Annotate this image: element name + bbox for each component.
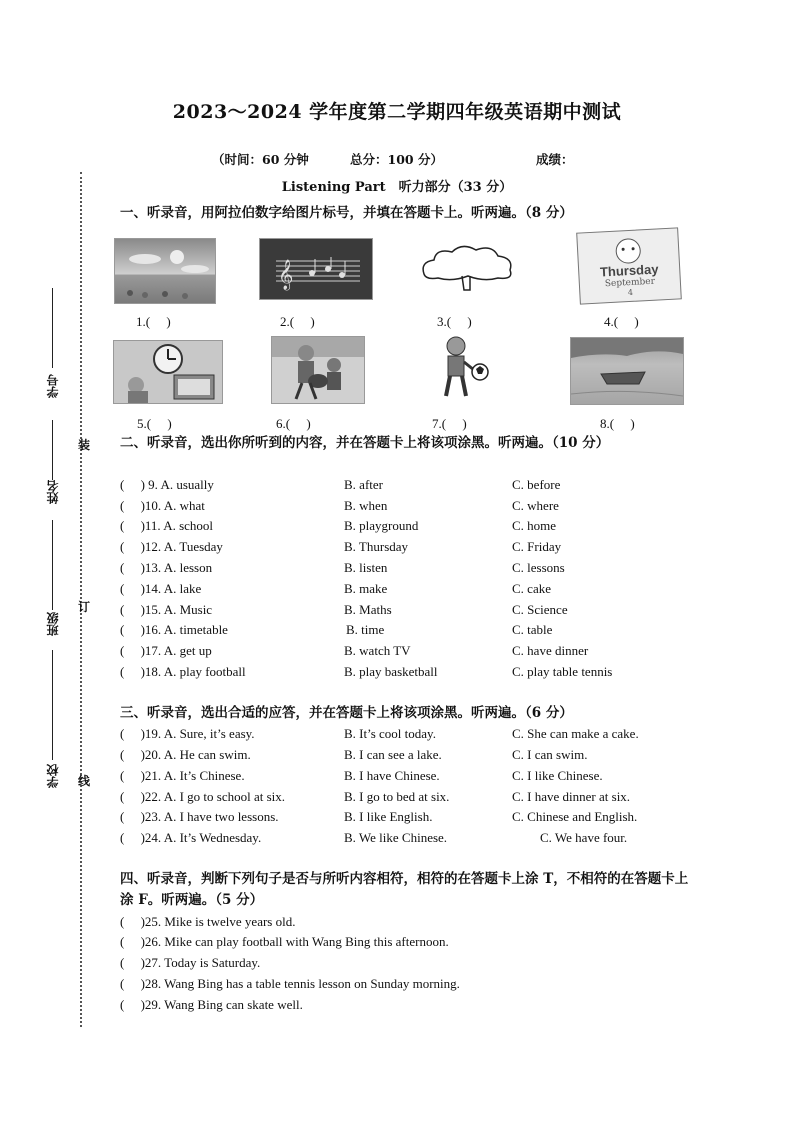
- page-title: 2023～2024 学年度第二学期四年级英语期中测试: [172, 101, 622, 123]
- question-row-12: ( )12. A. Tuesday B. Thursday C. Friday: [120, 539, 562, 554]
- question-row-19: ( )19. A. Sure, it’s easy. B. It’s cool today. C. She can make a cake.: [120, 726, 639, 741]
- clock-tv-picture: [113, 340, 223, 404]
- question-row-13: ( )13. A. lesson B. listen C. lessons: [120, 560, 565, 575]
- question-row-18: ( )18. A. play football B. play basketball C. play table tennis: [120, 664, 613, 679]
- school-line: [52, 650, 53, 760]
- question-row-10: ( )10. A. what B. when C. where: [120, 498, 559, 513]
- class-line: [52, 520, 53, 610]
- time-info: （时间：60 分钟: [212, 152, 309, 167]
- calendar-month: September: [604, 276, 656, 290]
- judge-row-29: ( )29. Wang Bing can skate well.: [120, 997, 303, 1012]
- student-id-line: [52, 288, 53, 368]
- total-info: 总分：100 分）: [350, 152, 443, 167]
- lake-boat-picture: [570, 337, 684, 405]
- question-row-16: ( )16. A. timetable B. time C. table: [120, 622, 553, 637]
- question-row-14: ( )14. A. lake B. make C. cake: [120, 581, 551, 596]
- name-label: 姓名: [46, 480, 60, 504]
- name-line: [52, 420, 53, 480]
- binding-xian: 线: [78, 774, 91, 788]
- picture-label-3: 3.( ): [437, 314, 472, 329]
- picture-label-4: 4.( ): [604, 314, 639, 329]
- judge-row-26: ( )26. Mike can play football with Wang Bing this afternoon.: [120, 934, 449, 949]
- music-board-picture: [259, 238, 373, 300]
- boy-football-picture: [436, 334, 492, 406]
- question-row-20: ( )20. A. He can swim. B. I can see a lake. C. I can swim.: [120, 747, 588, 762]
- question-row-22: ( )22. A. I go to school at six. B. I go to bed at six. C. I have dinner at six.: [120, 789, 631, 804]
- section2-heading: 二、听录音，选出你所听到的内容，并在答题卡上将该项涂黑。听两遍。（10 分）: [120, 435, 610, 451]
- student-id-label: 学号: [46, 374, 60, 398]
- question-row-23: ( )23. A. I have two lessons. B. I like English. C. Chinese and English.: [120, 809, 638, 824]
- section1-heading: 一、听录音，用阿拉伯数字给图片标号，并填在答题卡上。听两遍。（8 分）: [120, 205, 573, 221]
- tree-picture: [418, 240, 516, 292]
- judge-row-25: ( )25. Mike is twelve years old.: [120, 914, 296, 929]
- kids-music-picture: [271, 336, 365, 404]
- judge-row-27: ( )27. Today is Saturday.: [120, 955, 261, 970]
- score-label: 成绩：: [536, 152, 574, 167]
- question-row-9: ( ) 9. A. usually B. after C. before: [120, 477, 561, 492]
- picture-label-6: 6.( ): [276, 416, 311, 431]
- picture-label-1: 1.( ): [136, 314, 171, 329]
- landscape-picture: [114, 238, 216, 304]
- binding-zhuang: 装: [78, 438, 91, 452]
- binding-ding: 订: [78, 600, 91, 614]
- school-label: 学校: [46, 764, 60, 788]
- part-title: Listening Part 听力部分（33 分）: [281, 180, 513, 195]
- picture-label-2: 2.( ): [280, 314, 315, 329]
- svg-text:𝄞: 𝄞: [278, 260, 294, 290]
- calendar-date: 4: [627, 287, 634, 298]
- section3-heading: 三、听录音，选出合适的应答，并在答题卡上将该项涂黑。听两遍。（6 分）: [120, 705, 573, 721]
- question-row-15: ( )15. A. Music B. Maths C. Science: [120, 602, 568, 617]
- picture-label-7: 7.( ): [432, 416, 467, 431]
- calendar-day: Thursday: [599, 261, 659, 280]
- question-row-17: ( )17. A. get up B. watch TV C. have dinner: [120, 643, 589, 658]
- question-row-24: ( )24. A. It’s Wednesday. B. We like Chinese. C. We have four.: [120, 830, 628, 845]
- picture-label-5: 5.( ): [137, 416, 172, 431]
- question-row-11: ( )11. A. school B. playground C. home: [120, 518, 557, 533]
- class-label: 班级: [46, 612, 60, 636]
- question-row-21: ( )21. A. It’s Chinese. B. I have Chinese. C. I like Chinese.: [120, 768, 603, 783]
- picture-label-8: 8.( ): [600, 416, 635, 431]
- section4-heading: 四、听录音，判断下列句子是否与所听内容相符，相符的在答题卡上涂 T，不相符的在答题卡上涂 F。听两遍。（5 分）: [120, 871, 689, 908]
- judge-row-28: ( )28. Wang Bing has a table tennis lesson on Sunday morning.: [120, 976, 460, 991]
- calendar-picture: [576, 227, 682, 304]
